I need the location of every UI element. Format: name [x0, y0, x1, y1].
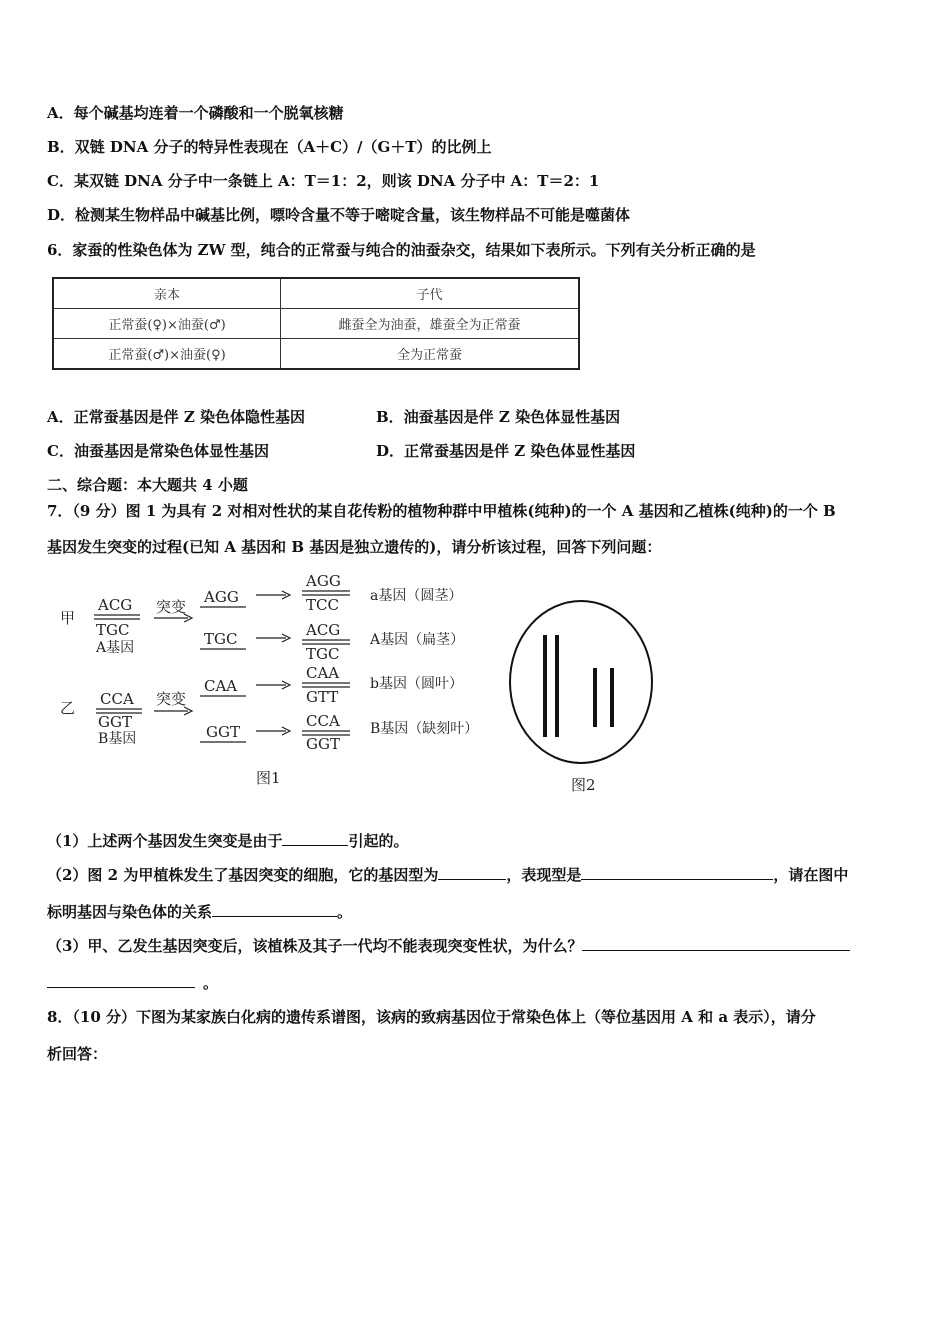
table-cell: 正常蚕(♂)×油蚕(♀)	[53, 339, 281, 370]
answer-blank[interactable]	[438, 864, 506, 880]
q6-option-b: B．油蚕基因是伴 Z 染色体显性基因	[376, 408, 621, 426]
table-header-row	[53, 278, 579, 309]
q5-option-c: C．某双链 DNA 分子中一条链上 A：T＝1：2，则该 DNA 分子中 A：T＝2：1	[47, 172, 600, 190]
q5-option-b: B．双链 DNA 分子的特异性表现在（A＋C）/（G＋T）的比例上	[47, 138, 492, 156]
q6-option-a: A．正常蚕基因是伴 Z 染色体隐性基因	[47, 408, 306, 426]
q7-sub1-tail: 引起的。	[348, 832, 409, 850]
b-mutant-strand-2: GGT	[206, 723, 240, 741]
q6-stem	[47, 240, 756, 260]
cell-outline	[510, 601, 652, 763]
q7-sub2-end: 。	[337, 903, 353, 921]
a-mutant-strand-2: TGC	[204, 630, 238, 648]
plant-jia-label: 甲	[60, 609, 76, 627]
q6-stem-text: 6．家蚕的性染色体为 ZW 型，纯合的正常蚕与纯合的油蚕杂交，结果如下表所示。下列有关分析正确的是	[47, 241, 756, 259]
figure-2-caption: 图2	[571, 776, 596, 794]
q8-stem-line1: 8．（10 分）下图为某家族白化病的遗传系谱图，该病的致病基因位于常染色体上（等位基因用 A 和 a 表示），请分	[47, 1008, 816, 1026]
figure-1-gene-mutation	[50, 570, 500, 795]
q7-stem-line2: 基因发生突变的过程(已知 A 基因和 B 基因是独立遗传的)，请分析该过程，回答下列问题：	[47, 538, 662, 556]
q7-sub2-cont	[47, 901, 352, 922]
a-result-2-top: ACG	[306, 621, 341, 639]
mutation-label-b: 突变	[156, 690, 187, 708]
plant-yi-label: 乙	[60, 699, 76, 717]
b-result-2-label: B基因（缺刻叶）	[370, 721, 479, 737]
figure-1-caption: 图1	[256, 769, 281, 787]
table-row	[53, 339, 579, 370]
table-cell: 全为正常蚕	[281, 339, 580, 370]
q5-option-a: A．每个碱基均连着一个磷酸和一个脱氧核糖	[47, 104, 344, 122]
q7-sub2-mid: ，表现型是	[506, 866, 582, 884]
a-result-1-top: AGG	[306, 572, 341, 590]
answer-blank[interactable]	[47, 972, 195, 988]
a-gene-bottom-strand: TGC	[96, 621, 130, 639]
a-result-2-label: A基因（扁茎）	[370, 632, 465, 648]
q7-sub2-tail: ，请在图中	[773, 866, 849, 884]
mutation-label-a: 突变	[156, 598, 187, 616]
q6-option-d: D．正常蚕基因是伴 Z 染色体显性基因	[376, 442, 636, 460]
a-gene-top-strand: ACG	[98, 596, 133, 614]
table-row	[53, 309, 579, 339]
q8-stem-line2: 析回答：	[47, 1045, 108, 1063]
a-result-1-label: a基因（圆茎）	[370, 588, 463, 604]
a-mutant-strand-1: AGG	[204, 588, 239, 606]
b-result-1-top: CAA	[306, 664, 340, 682]
a-result-1-bottom: TCC	[306, 596, 339, 614]
answer-blank[interactable]	[212, 901, 337, 917]
q7-stem-line1: 7．（9 分）图 1 为具有 2 对相对性状的某自花传粉的植物种群中甲植株(纯种)的一个 A 基因和乙植株(纯种)的一个 B	[47, 502, 836, 520]
answer-blank[interactable]	[582, 935, 850, 951]
a-result-2-bottom: TGC	[306, 645, 340, 663]
q7-sub3	[47, 935, 850, 956]
q7-sub1	[47, 830, 408, 851]
q7-sub2-cont-text: 标明基因与染色体的关系	[47, 903, 213, 921]
answer-blank[interactable]	[581, 864, 773, 880]
q7-sub2-text: （2）图 2 为甲植株发生了基因突变的细胞，它的基因型为	[47, 866, 439, 884]
q6-option-c: C．油蚕基因是常染色体显性基因	[47, 442, 269, 460]
q7-sub2	[47, 864, 848, 885]
q7-sub3-text: （3）甲、乙发生基因突变后，该植株及其子一代均不能表现突变性状，为什么？	[47, 937, 583, 955]
table-header-parent: 亲本	[53, 278, 281, 309]
a-gene-label: A基因	[96, 640, 135, 656]
b-gene-bottom-strand: GGT	[98, 713, 132, 731]
b-mutant-strand-1: CAA	[204, 677, 238, 695]
b-result-2-top: CCA	[306, 712, 340, 730]
table-cell: 雌蚕全为油蚕，雄蚕全为正常蚕	[281, 309, 580, 339]
b-gene-top-strand: CCA	[100, 690, 134, 708]
figure-2-cell	[505, 595, 660, 800]
b-result-2-bottom: GGT	[306, 735, 340, 753]
q7-sub1-text: （1）上述两个基因发生突变是由于	[47, 832, 283, 850]
b-gene-label: B基因	[98, 731, 137, 747]
section-heading: 二、综合题：本大题共 4 小题	[47, 476, 248, 494]
q7-sub3-cont	[47, 972, 218, 993]
answer-blank[interactable]	[282, 830, 348, 846]
b-result-1-bottom: GTT	[306, 688, 339, 706]
q6-cross-table	[52, 277, 580, 370]
table-header-offspring: 子代	[281, 278, 580, 309]
b-result-1-label: b基因（圆叶）	[370, 676, 463, 692]
table-cell: 正常蚕(♀)×油蚕(♂)	[53, 309, 281, 339]
q7-sub3-end: 。	[203, 974, 219, 992]
q5-option-d: D．检测某生物样品中碱基比例，嘌呤含量不等于嘧啶含量，该生物样品不可能是噬菌体	[47, 206, 631, 224]
